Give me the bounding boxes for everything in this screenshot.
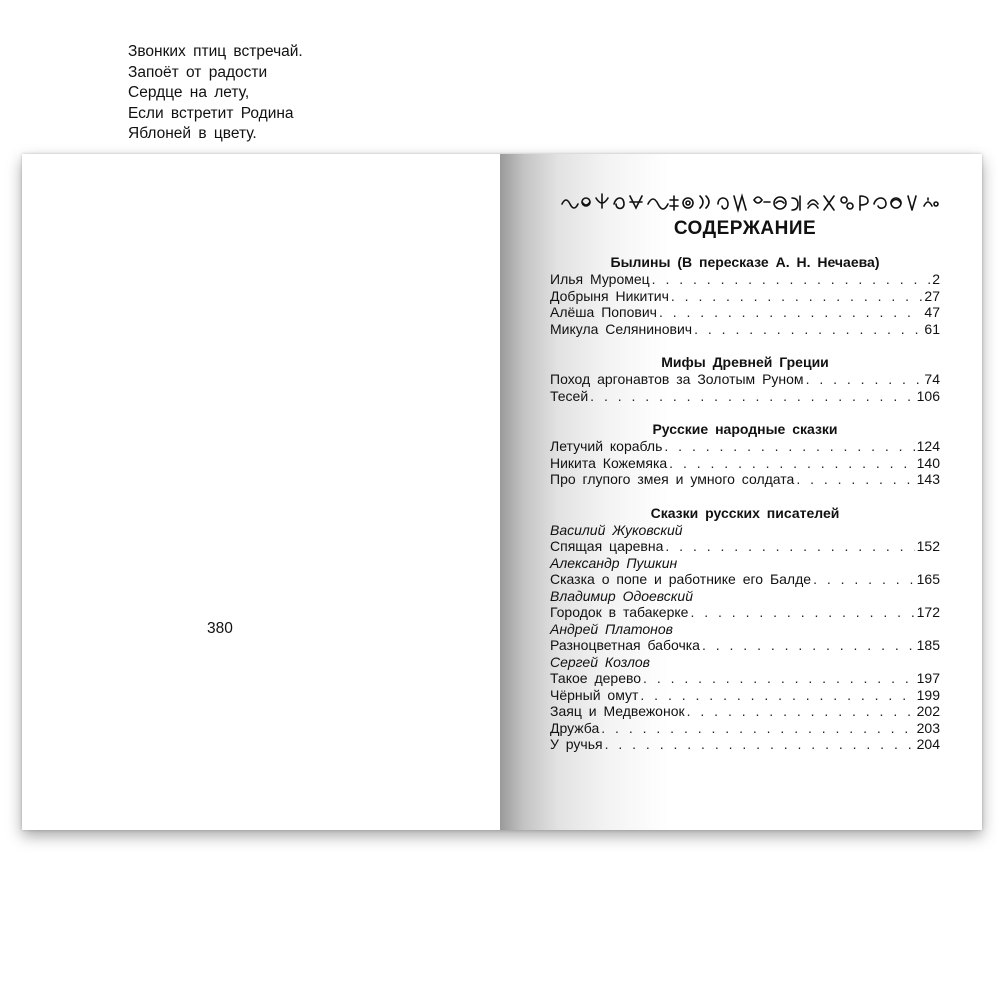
left-page — [22, 154, 500, 830]
entry-title: Добрыня Никитич — [550, 287, 669, 304]
entry-title: Илья Муромец — [550, 271, 650, 287]
toc-entry — [550, 271, 940, 288]
toc-entry — [550, 371, 940, 388]
toc-entry — [550, 288, 940, 305]
entry-page: 197 — [916, 670, 940, 686]
entry-page: 199 — [916, 686, 940, 703]
entry-title: Чёрный омут — [550, 686, 639, 703]
entry-page: 172 — [916, 604, 940, 620]
entry-title: Микула Селянинович — [550, 320, 693, 337]
toc-entry — [550, 736, 940, 753]
entry-title: Городок в табакерке — [550, 604, 689, 620]
entry-page: 140 — [916, 454, 940, 471]
poem-line: Сердце на лету, — [128, 84, 250, 101]
toc-entry — [550, 703, 940, 720]
section-heading: Русские народные сказки — [652, 421, 838, 437]
toc-entry — [550, 471, 940, 488]
entry-page: 203 — [916, 719, 940, 736]
entry-title: Алёша Попович — [550, 304, 657, 320]
entry-page: 27 — [924, 287, 940, 304]
table-of-contents — [550, 254, 940, 753]
entry-page: 204 — [916, 736, 940, 752]
entry-page: 124 — [916, 438, 940, 454]
entry-page: 165 — [916, 571, 940, 587]
entry-page: 47 — [924, 304, 940, 320]
decorative-ornament-icon — [560, 190, 940, 216]
entry-title: Про глупого змея и умного солдата — [550, 471, 795, 487]
entry-page: 74 — [924, 371, 940, 387]
entry-title: Такое дерево — [550, 670, 642, 686]
entry-title: Разноцветная бабочка — [550, 637, 700, 653]
author-name: Андрей Платонов — [550, 620, 673, 637]
entry-title: Дружба — [550, 719, 600, 736]
author-name: Владимир Одоевский — [550, 587, 693, 604]
entry-title: Спящая царевна — [550, 538, 664, 554]
toc-entry — [550, 304, 940, 321]
poem-line: Яблоней в цвету. — [128, 125, 257, 142]
entry-title: Заяц и Медвежонок — [550, 703, 685, 719]
poem-line: Запоёт от радости — [128, 63, 268, 81]
entry-page: 106 — [916, 387, 940, 404]
toc-entry — [550, 388, 940, 405]
toc-entry — [550, 687, 940, 704]
entry-title: У ручья — [550, 736, 603, 752]
toc-entry — [550, 670, 940, 687]
entry-page: 152 — [916, 538, 940, 554]
toc-entry — [550, 321, 940, 338]
entry-page: 143 — [916, 471, 940, 487]
author-name: Василий Жуковский — [550, 521, 683, 538]
toc-entry — [550, 571, 940, 588]
entry-title: Летучий корабль — [550, 438, 663, 454]
entry-title: Поход аргонавтов за Золотым Руном — [550, 371, 804, 387]
entry-title: Сказка о попе и работнике его Балде — [550, 571, 812, 587]
section-heading: Сказки русских писателей — [650, 504, 840, 521]
toc-entry — [550, 455, 940, 472]
poem-text — [128, 42, 303, 145]
author-name: Александр Пушкин — [550, 554, 678, 571]
toc-entry — [550, 538, 940, 555]
section-heading: Мифы Древней Греции — [661, 354, 829, 370]
entry-page: 2 — [932, 271, 940, 287]
toc-entry — [550, 438, 940, 455]
section-heading: Былины (В пересказе А. Н. Нечаева) — [610, 254, 880, 270]
poem-line: Звонких птиц встречай. — [128, 43, 303, 60]
entry-page: 202 — [916, 703, 940, 719]
entry-page: 61 — [924, 320, 940, 337]
author-name: Сергей Козлов — [550, 653, 650, 670]
toc-entry — [550, 637, 940, 654]
toc-entry — [550, 720, 940, 737]
page-number: 380 — [207, 620, 233, 637]
toc-title: СОДЕРЖАНИЕ — [673, 218, 817, 239]
entry-title: Никита Кожемяка — [550, 454, 668, 471]
toc-entry — [550, 604, 940, 621]
entry-title: Тесей — [550, 387, 589, 404]
entry-page: 185 — [916, 637, 940, 653]
poem-line: Если встретит Родина — [128, 104, 294, 122]
